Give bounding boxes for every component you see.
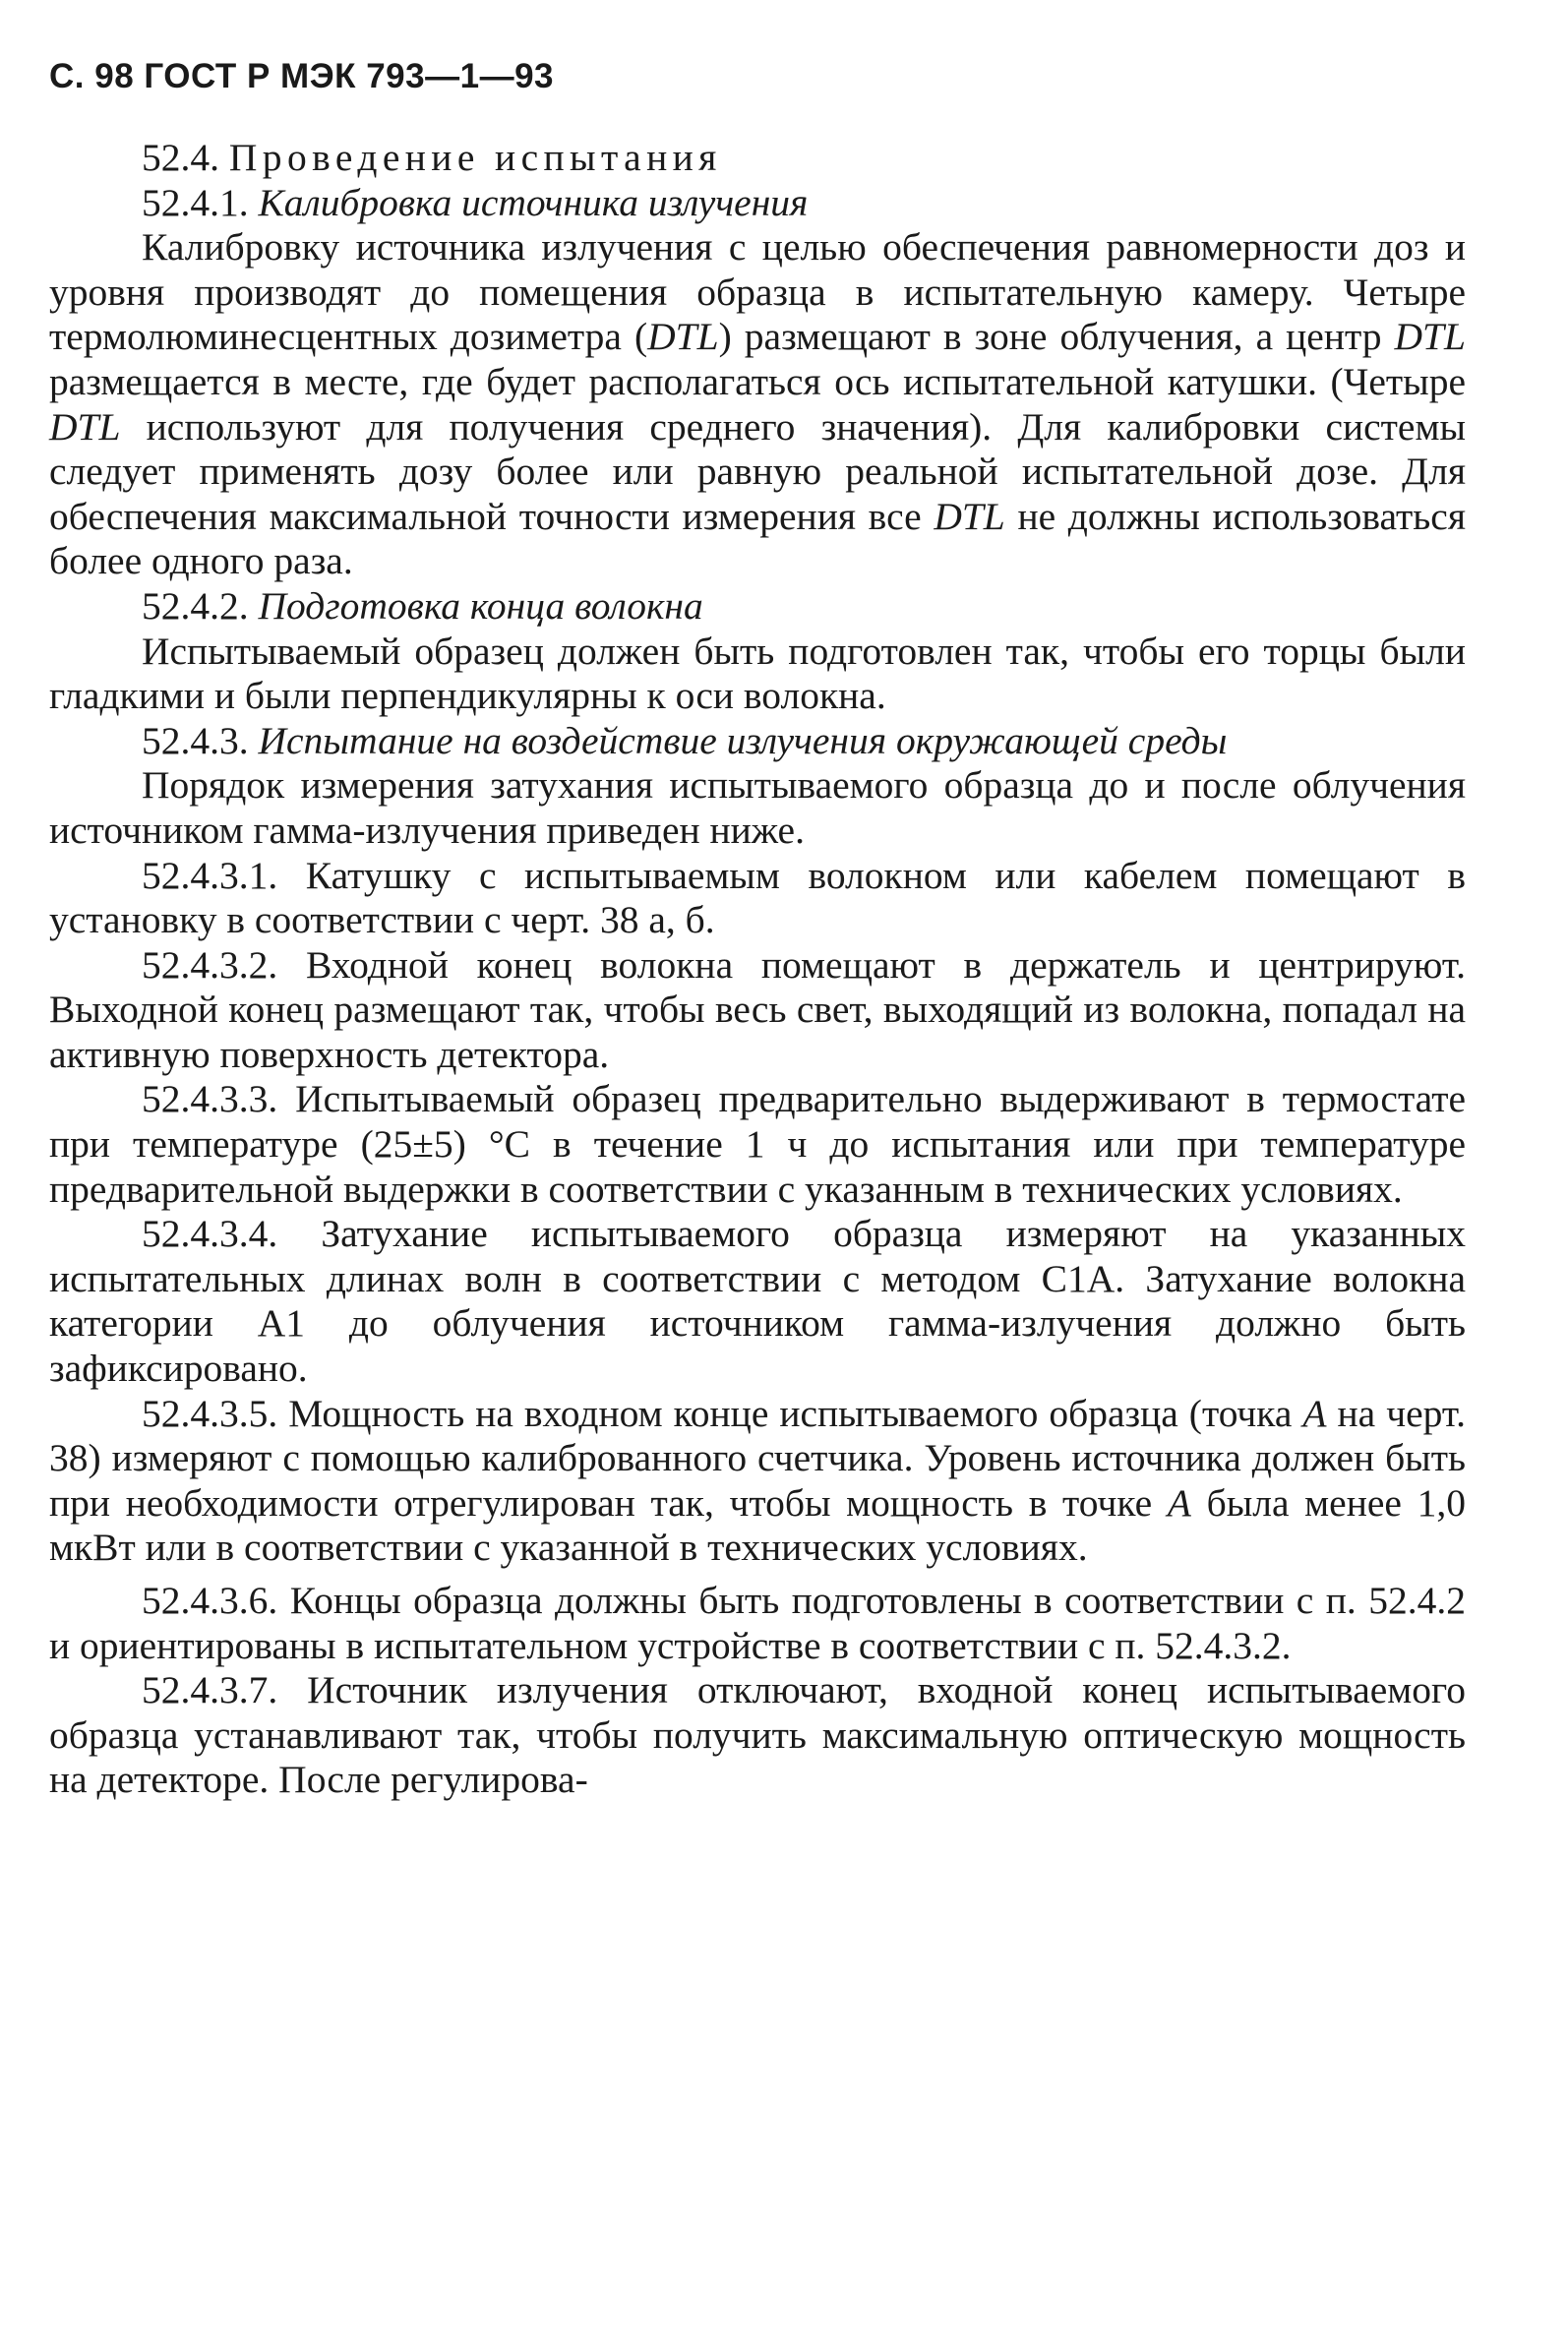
section-number: 52.4.1. xyxy=(142,180,249,224)
text-run: используют для получения среднего значения). Для калибровки системы следует применять дозу более или равную реальной испытательной дозе. Для обеспечения максимальной точности измерения все xyxy=(49,404,1466,538)
section-title: Проведение испытания xyxy=(228,136,722,179)
text-run: была менее 1,0 мкВт или в соответствии с указанной в технических условиях. xyxy=(49,1480,1466,1570)
paragraph-52-4-3-1: 52.4.3.1. Катушку с испытываемым волокном или кабелем помещают в установку в соответствии с черт. 38 а, б. xyxy=(49,853,1466,942)
abbr-dtl: DTL xyxy=(49,404,121,449)
paragraph-52-4-3-2: 52.4.3.2. Входной конец волокна помещают в держатель и центрируют. Выходной конец размещают так, чтобы весь свет, выходящий из волокна, попадал на активную поверхность детектора. xyxy=(49,942,1466,1076)
section-number: 52.4. xyxy=(142,136,219,179)
section-heading-52-4-1 xyxy=(49,181,1466,226)
section-heading-52-4-3 xyxy=(49,719,1466,764)
paragraph-52-4-3-4: 52.4.3.4. Затухание испытываемого образца измеряют на указанных испытательных длинах волн в соответствии с методом С1А. Затухание волокна категории А1 до облучения источником гамма-излучения должно быть зафиксировано. xyxy=(49,1212,1466,1391)
text-run: не должны использоваться более одного раза. xyxy=(49,494,1466,583)
section-heading-52-4 xyxy=(49,136,1466,181)
abbr-dtl: DTL xyxy=(934,494,1005,538)
paragraph-calibration xyxy=(49,225,1466,584)
section-title: Испытание на воздействие излучения окружающей среды xyxy=(258,718,1228,762)
text-run: 52.4.3.5. Мощность на входном конце испытываемого образца (точка xyxy=(142,1391,1303,1435)
section-number: 52.4.3. xyxy=(142,718,249,762)
paragraph-52-4-3-5 xyxy=(49,1392,1466,1571)
text-run: размещается в месте, где будет располагаться ось испытательной катушки. (Четыре xyxy=(49,359,1466,403)
section-title: Подготовка конца волокна xyxy=(258,583,703,628)
running-head: С. 98 ГОСТ Р МЭК 793—1—93 xyxy=(49,57,554,95)
abbr-dtl: DTL xyxy=(1394,315,1466,359)
text-run: Калибровку источника излучения с целью обеспечения равномерности доз и уровня производят до помещения образца в испытательную камеру. Четыре термолюминесцентных дозиметра ( xyxy=(49,225,1466,359)
paragraph-52-4-3-7: 52.4.3.7. Источник излучения отключают, входной конец испытываемого образца устанавливают так, чтобы получить максимальную оптическую мощность на детекторе. После регулирова- xyxy=(49,1668,1466,1802)
point-label: А xyxy=(1167,1480,1191,1525)
text-run: на черт. 38) измеряют с помощью калиброванного счетчика. Уровень источника должен быть при необходимости отрегулирован так, чтобы мощность в точке xyxy=(49,1391,1466,1525)
text-run: ) размещают в зоне облучения, а центр xyxy=(718,315,1395,359)
paragraph-fiber-end: Испытываемый образец должен быть подготовлен так, чтобы его торцы были гладкими и были перпендикулярны к оси волокна. xyxy=(49,629,1466,718)
point-label: А xyxy=(1302,1391,1327,1435)
paragraph-52-4-3-6: 52.4.3.6. Концы образца должны быть подготовлены в соответствии с п. 52.4.2 и ориентированы в испытательном устройстве в соответствии с п. 52.4.3.2. xyxy=(49,1579,1466,1667)
section-number: 52.4.2. xyxy=(142,583,249,628)
paragraph-procedure: Порядок измерения затухания испытываемого образца до и после облучения источником гамма-излучения приведен ниже. xyxy=(49,763,1466,852)
abbr-dtl: DTL xyxy=(647,315,719,359)
paragraph-52-4-3-3: 52.4.3.3. Испытываемый образец предварительно выдерживают в термостате при температуре (25±5) °С в течение 1 ч до испытания или при температуре предварительной выдержки в соответствии с указанным в технических условиях. xyxy=(49,1077,1466,1211)
body-text xyxy=(49,136,1466,1803)
section-heading-52-4-2 xyxy=(49,584,1466,630)
section-title: Калибровка источника излучения xyxy=(258,180,809,224)
